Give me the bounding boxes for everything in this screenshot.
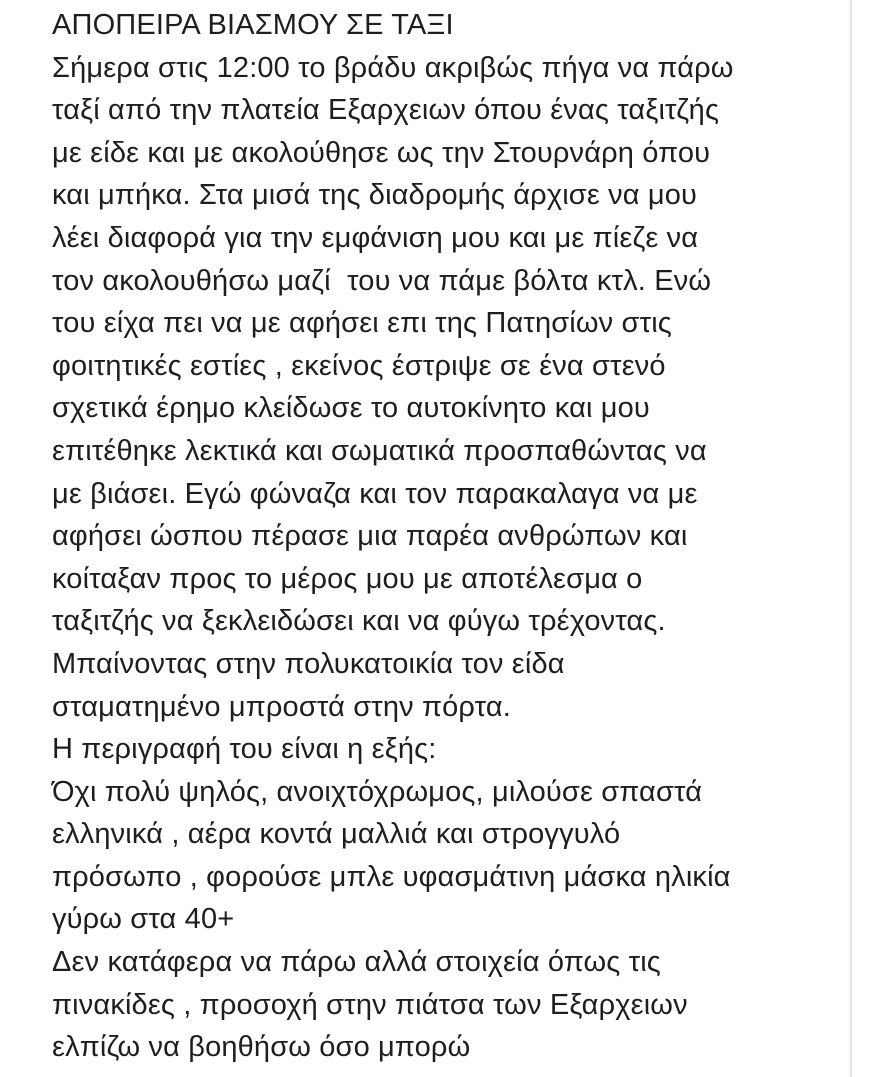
post-text	[52, 4, 842, 1069]
post-line: ταξί από την πλατεία Εξαρχειων όπου ένας ταξιτζής	[52, 94, 720, 127]
post-line: με είδε και με ακολούθησε ως την Στουρνάρη όπου	[52, 136, 711, 169]
post-line: τον ακολουθήσω μαζί του να πάμε βόλτα κτλ. Ενώ	[52, 264, 712, 297]
post-title: ΑΠΟΠΕΙΡΑ ΒΙΑΣΜΟΥ ΣΕ ΤΑΞΙ	[52, 9, 454, 41]
post-line: σχετικά έρημο κλείδωσε το αυτοκίνητο και μου	[52, 392, 650, 425]
post-line: και μπήκα. Στα μισά της διαδρομής άρχισε να μου	[52, 179, 698, 212]
post-line: του είχα πει να με αφήσει επι της Πατησίων στις	[52, 307, 672, 340]
page-gutter	[852, 0, 880, 1077]
post-line: αφήσει ώσπου πέρασε μια παρέα ανθρώπων και	[52, 520, 688, 553]
post-line: Όχι πολύ ψηλός, ανοιχτόχρωμος, μιλούσε σπαστά	[52, 775, 703, 808]
post-line: λέει διαφορά για την εμφάνιση μου και με πίεζε να	[52, 221, 699, 254]
post-line: Δεν κατάφερα να πάρω αλλά στοιχεία όπως τις	[52, 946, 661, 979]
post-line: πινακίδες , προσοχή στην πιάτσα των Εξαρχειων	[52, 988, 688, 1021]
post-line: φοιτητικές εστίες , εκείνος έστριψε σε ένα στενό	[52, 349, 666, 382]
post-line: ελπίζω να βοηθήσω όσο μπορώ	[52, 1031, 471, 1064]
post-line: Σήμερα στις 12:00 το βράδυ ακριβώς πήγα να πάρω	[52, 51, 734, 84]
post-line: επιτέθηκε λεκτικά και σωματικά προσπαθώντας να	[52, 434, 707, 467]
post-line: πρόσωπο , φορούσε μπλε υφασμάτινη μάσκα ηλικία	[52, 860, 731, 893]
post-line: Μπαίνοντας στην πολυκατοικία τον είδα	[52, 647, 565, 680]
post-line: ελληνικά , αέρα κοντά μαλλιά και στρογγυλό	[52, 818, 621, 851]
post-line: γύρω στα 40+	[52, 903, 235, 936]
post-line: Η περιγραφή του είναι η εξής:	[52, 733, 437, 766]
post-line: ταξιτζής να ξεκλειδώσει και να φύγω τρέχοντας.	[52, 605, 666, 638]
post-line: κοίταξαν προς το μέρος μου με αποτέλεσμα ο	[52, 562, 643, 595]
post-line: με βιάσει. Εγώ φώναζα και τον παρακαλαγα να με	[52, 477, 698, 510]
post-line: σταματημένο μπροστά στην πόρτα.	[52, 690, 511, 723]
